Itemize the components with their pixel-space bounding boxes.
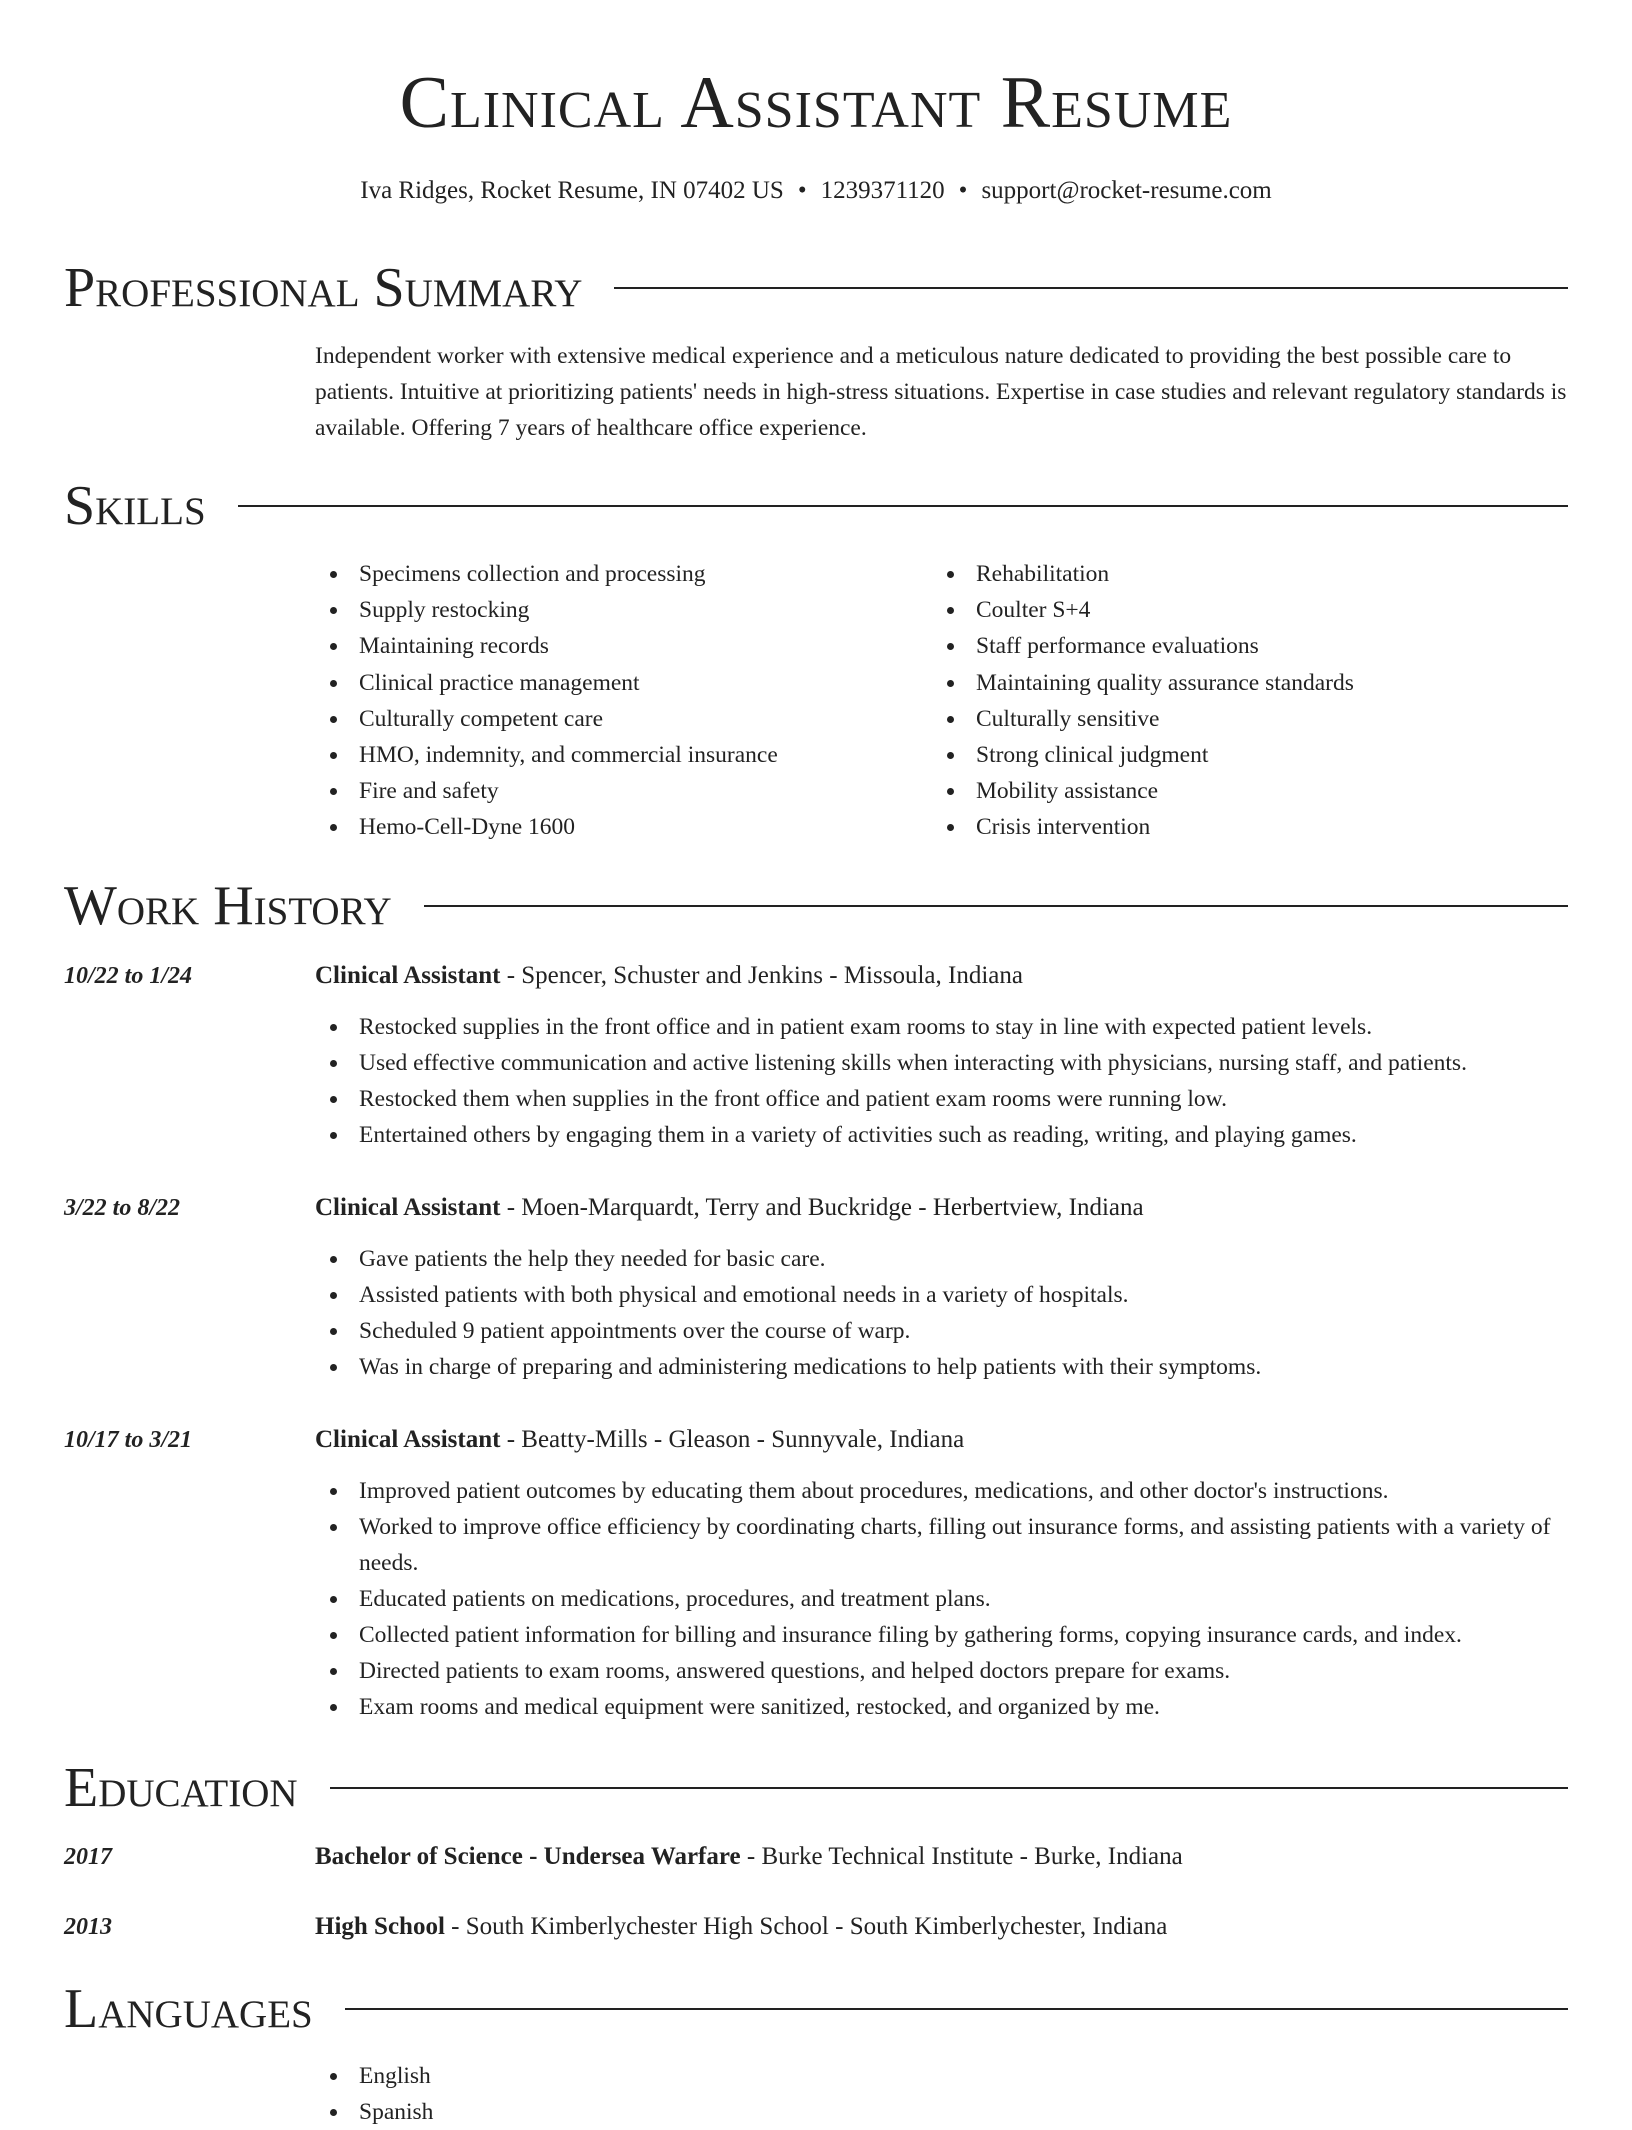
job-title: Clinical Assistant bbox=[315, 962, 501, 989]
languages-list bbox=[315, 2058, 1568, 2130]
education-entry bbox=[315, 1909, 1568, 1945]
job-bullet: Gave patients the help they needed for basic care. bbox=[315, 1241, 1568, 1277]
job-employer: - Spencer, Schuster and Jenkins - Missoula, Indiana bbox=[500, 962, 1023, 989]
education-school: - South Kimberlychester High School - South Kimberlychester, Indiana bbox=[444, 1913, 1168, 1940]
job-bullet: Collected patient information for billing and insurance filing by gathering forms, copying insurance cards, and index. bbox=[315, 1617, 1568, 1653]
job-date: 3/22 to 8/22 bbox=[64, 1195, 181, 1221]
job-bullet: Educated patients on medications, procedures, and treatment plans. bbox=[315, 1581, 1568, 1617]
section-header-skills bbox=[64, 474, 1568, 538]
section-header-summary bbox=[64, 256, 1568, 320]
section-title-skills: Skills bbox=[64, 475, 206, 537]
job-bullet: Was in charge of preparing and administering medications to help patients with their symptoms. bbox=[315, 1349, 1568, 1385]
skill-item: Culturally competent care bbox=[315, 701, 925, 737]
section-divider bbox=[330, 1787, 1568, 1789]
education-school: - Burke Technical Institute - Burke, Indiana bbox=[740, 1843, 1183, 1870]
resume-title: Clinical Assistant Resume bbox=[399, 62, 1233, 144]
job-bullet: Restocked them when supplies in the front office and patient exam rooms were running low. bbox=[315, 1081, 1568, 1117]
skill-item: Coulter S+4 bbox=[932, 592, 1542, 628]
section-divider bbox=[424, 905, 1568, 907]
education-degree: Bachelor of Science - Undersea Warfare bbox=[315, 1843, 741, 1870]
section-header-languages bbox=[64, 1977, 1568, 2041]
skill-item: Clinical practice management bbox=[315, 665, 925, 701]
skills-list-right bbox=[932, 556, 1542, 846]
job-bullet: Worked to improve office efficiency by coordinating charts, filling out insurance forms, and assisting patients with a variety of needs. bbox=[315, 1509, 1568, 1581]
contact-phone: 1239371120 bbox=[820, 177, 945, 204]
skill-item: Hemo-Cell-Dyne 1600 bbox=[315, 809, 925, 845]
job-bullet: Entertained others by engaging them in a variety of activities such as reading, writing, and playing games. bbox=[315, 1117, 1568, 1153]
job-employer: - Beatty-Mills - Gleason - Sunnyvale, Indiana bbox=[500, 1426, 965, 1453]
job-bullet: Assisted patients with both physical and emotional needs in a variety of hospitals. bbox=[315, 1277, 1568, 1313]
contact-address: Iva Ridges, Rocket Resume, IN 07402 US bbox=[360, 177, 784, 204]
section-divider bbox=[614, 287, 1568, 289]
summary-text: Independent worker with extensive medical experience and a meticulous nature dedicated to providing the best possible care to patients. Intuitive at prioritizing patients' needs in high-stress situations. Expertise in case studies and relevant regulatory standards is available. Offering 7 years of healthcare office experience. bbox=[315, 343, 1567, 441]
job-bullet: Improved patient outcomes by educating them about procedures, medications, and other doctor's instructions. bbox=[315, 1473, 1568, 1509]
language-item: Spanish bbox=[315, 2094, 1568, 2130]
job-header bbox=[315, 1422, 1568, 1458]
job-title: Clinical Assistant bbox=[315, 1194, 501, 1221]
skill-item: Supply restocking bbox=[315, 592, 925, 628]
job-bullet: Used effective communication and active listening skills when interacting with physicians, nursing staff, and patients. bbox=[315, 1045, 1568, 1081]
job-bullet: Exam rooms and medical equipment were sanitized, restocked, and organized by me. bbox=[315, 1689, 1568, 1725]
language-item: English bbox=[315, 2058, 1568, 2094]
skill-item: Mobility assistance bbox=[932, 773, 1542, 809]
skill-item: Specimens collection and processing bbox=[315, 556, 925, 592]
section-divider bbox=[238, 505, 1568, 507]
education-date: 2013 bbox=[64, 1914, 112, 1940]
education-degree: High School bbox=[315, 1913, 445, 1940]
section-header-education bbox=[64, 1756, 1568, 1820]
job-bullets bbox=[315, 1473, 1568, 1725]
skill-item: Maintaining records bbox=[315, 628, 925, 664]
skill-item: Staff performance evaluations bbox=[932, 628, 1542, 664]
contact-separator: • bbox=[797, 177, 807, 204]
job-bullet: Directed patients to exam rooms, answered questions, and helped doctors prepare for exams. bbox=[315, 1653, 1568, 1689]
job-title: Clinical Assistant bbox=[315, 1426, 501, 1453]
education-entry bbox=[315, 1839, 1568, 1875]
contact-email[interactable]: support@rocket-resume.com bbox=[981, 177, 1272, 204]
section-title-languages: Languages bbox=[64, 1978, 313, 2040]
section-title-work: Work History bbox=[64, 875, 392, 937]
education-date: 2017 bbox=[64, 1844, 112, 1870]
job-date: 10/17 to 3/21 bbox=[64, 1427, 193, 1453]
contact-separator: • bbox=[958, 177, 968, 204]
job-employer: - Moen-Marquardt, Terry and Buckridge - Herbertview, Indiana bbox=[500, 1194, 1144, 1221]
skill-item: Rehabilitation bbox=[932, 556, 1542, 592]
skill-item: Strong clinical judgment bbox=[932, 737, 1542, 773]
job-date: 10/22 to 1/24 bbox=[64, 963, 193, 989]
job-bullet: Scheduled 9 patient appointments over the course of warp. bbox=[315, 1313, 1568, 1349]
job-header bbox=[315, 1190, 1568, 1226]
section-divider bbox=[345, 2008, 1568, 2010]
job-header bbox=[315, 958, 1568, 994]
section-title-education: Education bbox=[64, 1757, 298, 1819]
skill-item: Culturally sensitive bbox=[932, 701, 1542, 737]
job-bullet: Restocked supplies in the front office and in patient exam rooms to stay in line with expected patient levels. bbox=[315, 1009, 1568, 1045]
job-bullets bbox=[315, 1241, 1568, 1385]
skill-item: HMO, indemnity, and commercial insurance bbox=[315, 737, 925, 773]
contact-line bbox=[0, 175, 1632, 207]
skill-item: Fire and safety bbox=[315, 773, 925, 809]
skill-item: Crisis intervention bbox=[932, 809, 1542, 845]
skill-item: Maintaining quality assurance standards bbox=[932, 665, 1542, 701]
section-header-work bbox=[64, 874, 1568, 938]
job-bullets bbox=[315, 1009, 1568, 1153]
skills-list-left bbox=[315, 556, 925, 846]
section-title-summary: Professional Summary bbox=[64, 257, 583, 319]
